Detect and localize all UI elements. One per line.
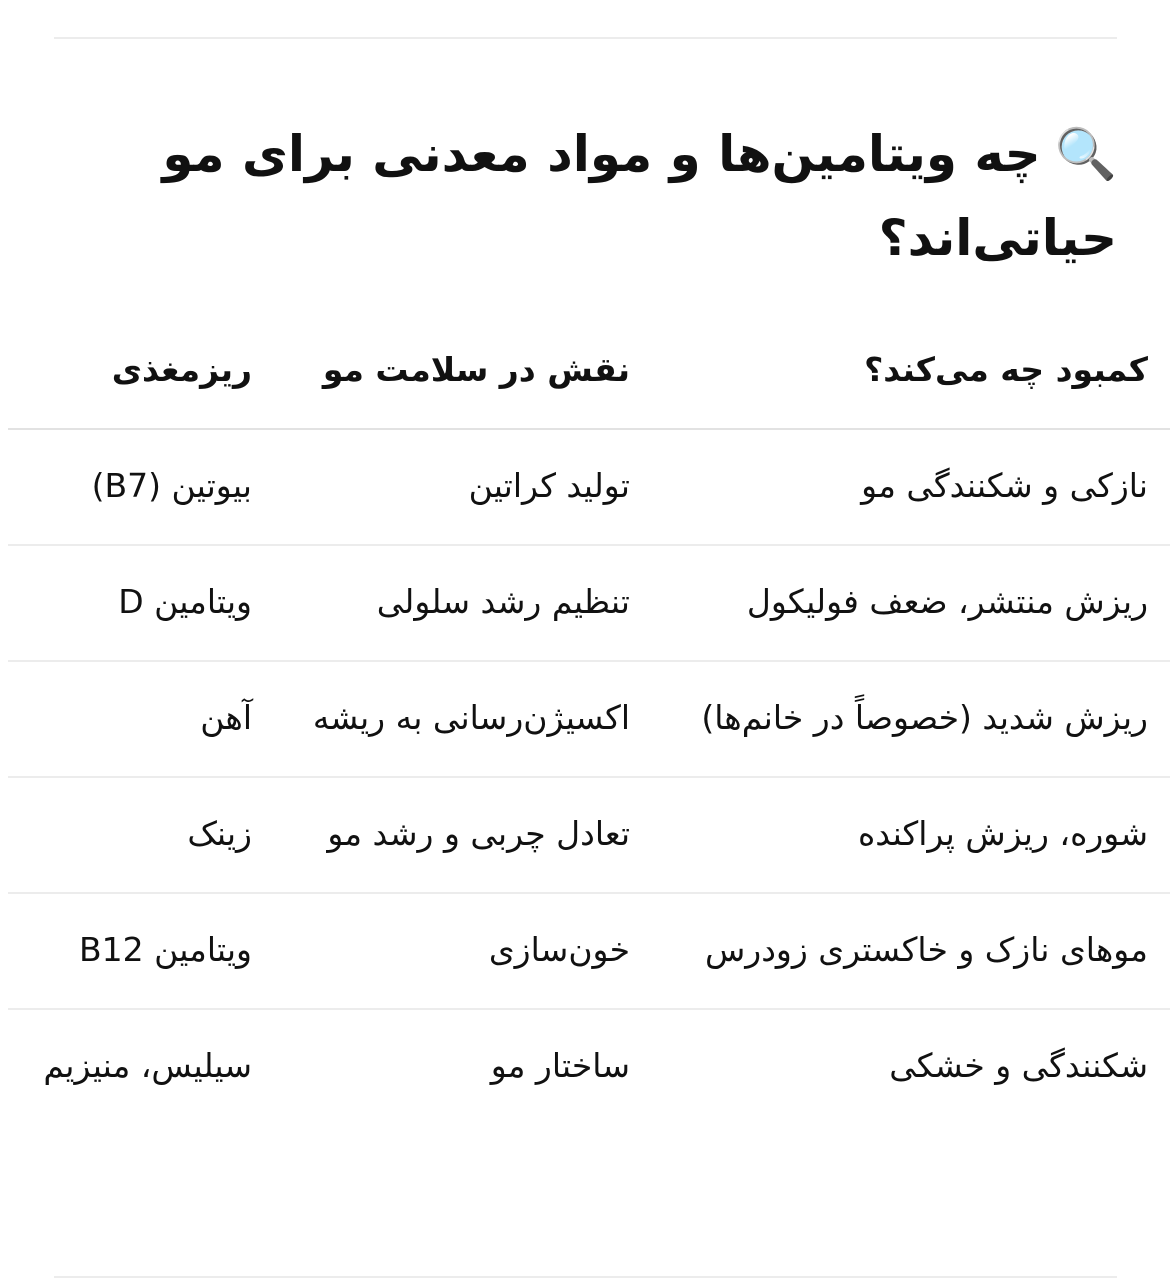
page-title-text: چه ویتامین‌ها و مواد معدنی برای مو حیاتی‌اند؟ xyxy=(162,125,1117,267)
cell-micronutrient: ویتامین B12 xyxy=(8,893,276,1009)
table-row xyxy=(8,777,1170,893)
magnifier-icon: 🔍 xyxy=(1054,125,1117,183)
table-row xyxy=(8,661,1170,777)
bottom-divider xyxy=(54,1276,1117,1278)
table-row xyxy=(8,1009,1170,1124)
cell-deficiency: شوره، ریزش پراکنده xyxy=(654,777,1170,893)
cell-micronutrient: آهن xyxy=(8,661,276,777)
cell-role: ساختار مو xyxy=(490,1046,630,1085)
cell-deficiency: موهای نازک و خاکستری زودرس xyxy=(654,893,1170,1009)
cell-micronutrient: زینک xyxy=(8,777,276,893)
cell-micronutrient: بیوتین (B7) xyxy=(8,429,276,545)
cell-deficiency: نازکی و شکنندگی مو xyxy=(654,429,1170,545)
micronutrient-table-container[interactable] xyxy=(0,310,1171,1124)
cell-role: اکسیژن‌رسانی به ریشه xyxy=(276,661,654,777)
cell-micronutrient: ویتامین D xyxy=(8,545,276,661)
table-row xyxy=(8,545,1170,661)
header-deficiency: کمبود چه می‌کند؟ xyxy=(654,310,1170,429)
table-row xyxy=(8,429,1170,545)
cell-deficiency: شکنندگی و خشکی xyxy=(889,1046,1148,1085)
cell-role: تعادل چربی و رشد مو xyxy=(276,777,654,893)
cell-role: خون‌سازی xyxy=(276,893,654,1009)
header-role: نقش در سلامت مو xyxy=(276,310,654,429)
table-row xyxy=(8,893,1170,1009)
micronutrient-table xyxy=(8,310,1170,1124)
header-micronutrient: ریزمغذی xyxy=(8,310,276,429)
cell-micronutrient: سیلیس، منیزیم xyxy=(43,1046,252,1085)
cell-deficiency: ریزش شدید (خصوصاً در خانم‌ها) xyxy=(654,661,1170,777)
table-header-row xyxy=(8,310,1170,429)
cell-deficiency: ریزش منتشر، ضعف فولیکول xyxy=(654,545,1170,661)
cell-role: تولید کراتین xyxy=(276,429,654,545)
top-divider xyxy=(54,37,1117,39)
cell-role: تنظیم رشد سلولی xyxy=(276,545,654,661)
page-title xyxy=(157,112,1117,280)
